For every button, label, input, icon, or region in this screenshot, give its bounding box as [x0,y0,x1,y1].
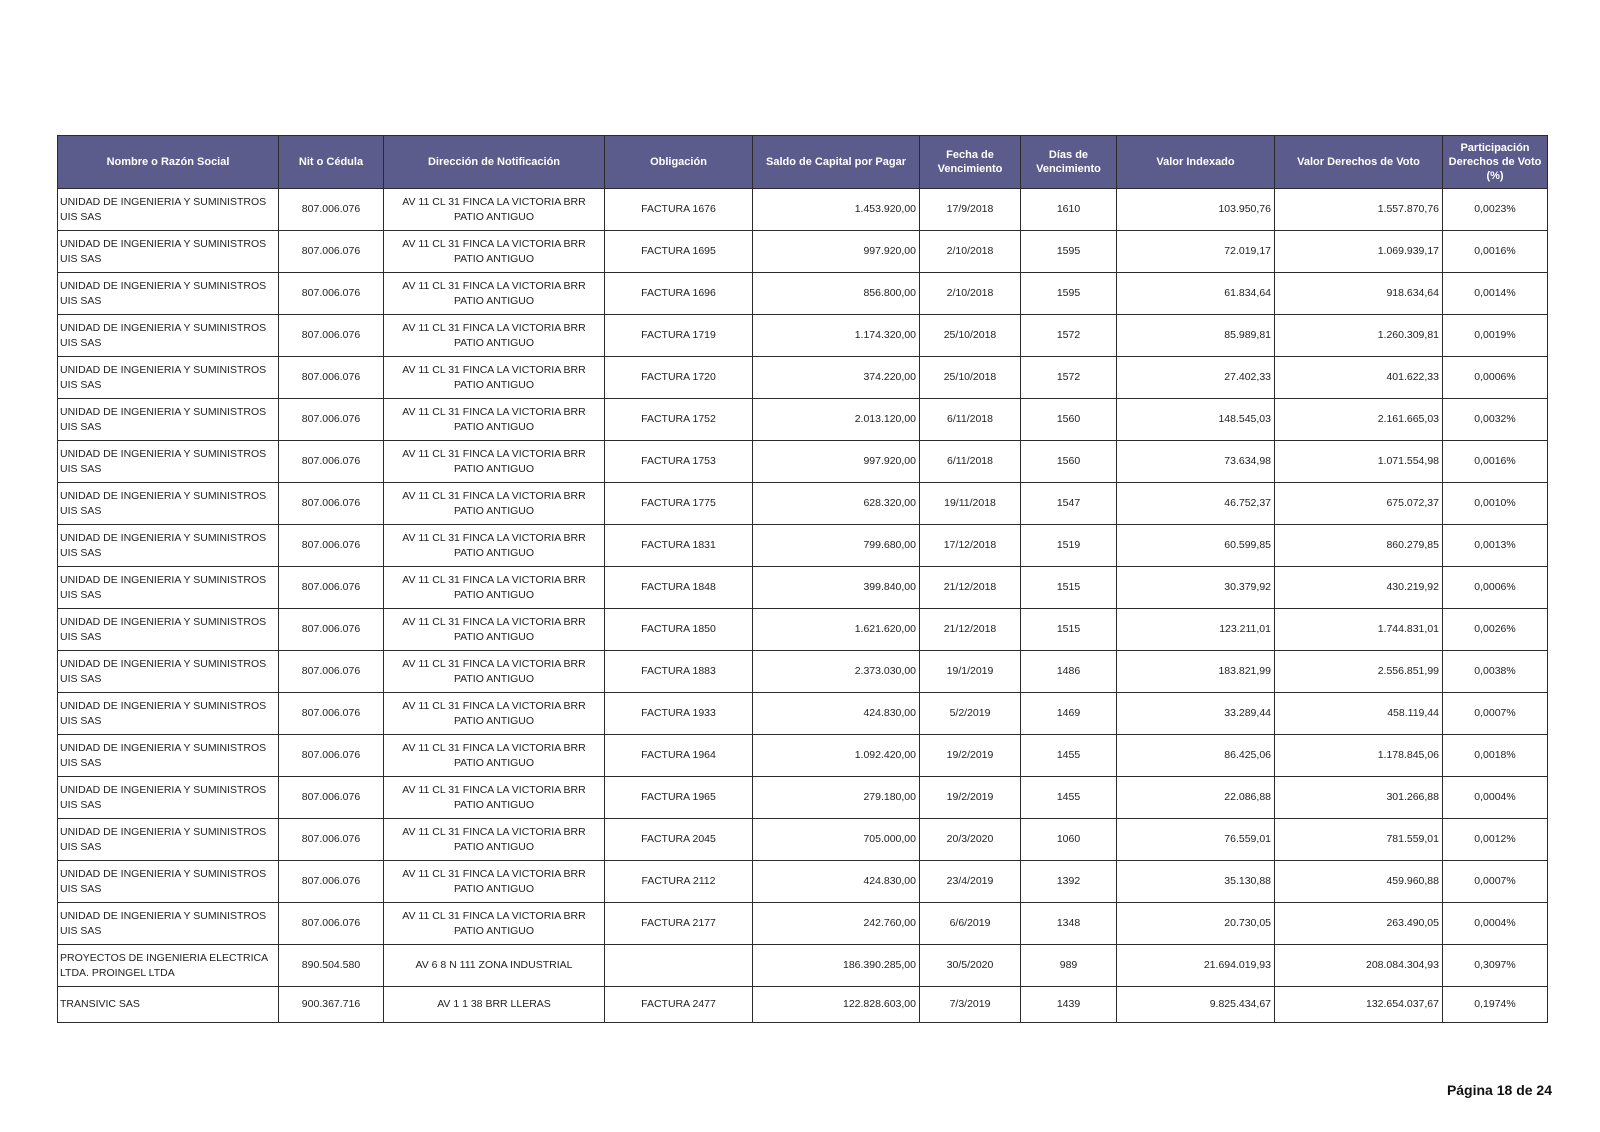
cell-nit: 807.006.076 [279,567,384,609]
cell-nit: 807.006.076 [279,357,384,399]
cell-nombre: UNIDAD DE INGENIERIA Y SUMINISTROS UIS SAS [58,399,279,441]
table-row [58,357,1548,399]
cell-indexado: 61.834,64 [1117,273,1275,315]
header-dias: Días de Vencimiento [1021,136,1117,189]
cell-saldo: 1.174.320,00 [753,315,920,357]
header-voto: Valor Derechos de Voto [1275,136,1443,189]
cell-fecha: 2/10/2018 [920,231,1021,273]
cell-nit: 807.006.076 [279,861,384,903]
table-row [58,903,1548,945]
cell-saldo: 1.453.920,00 [753,189,920,231]
table-row [58,189,1548,231]
table-row [58,693,1548,735]
creditors-table [57,135,1548,1023]
cell-saldo: 2.373.030,00 [753,651,920,693]
cell-nit: 807.006.076 [279,525,384,567]
cell-direccion: AV 11 CL 31 FINCA LA VICTORIA BRR PATIO ANTIGUO [384,399,605,441]
cell-saldo: 705.000,00 [753,819,920,861]
header-nit: Nit o Cédula [279,136,384,189]
cell-saldo: 242.760,00 [753,903,920,945]
cell-nit: 807.006.076 [279,231,384,273]
page-number: Página 18 de 24 [1446,1082,1552,1098]
cell-voto: 458.119,44 [1275,693,1443,735]
cell-obligacion [605,945,753,987]
cell-participacion: 0,0018% [1443,735,1548,777]
cell-participacion: 0,0006% [1443,357,1548,399]
cell-participacion: 0,0004% [1443,777,1548,819]
cell-direccion: AV 11 CL 31 FINCA LA VICTORIA BRR PATIO ANTIGUO [384,441,605,483]
table-row [58,231,1548,273]
cell-voto: 1.744.831,01 [1275,609,1443,651]
cell-participacion: 0,0014% [1443,273,1548,315]
table-row [58,861,1548,903]
cell-saldo: 374.220,00 [753,357,920,399]
cell-participacion: 0,0007% [1443,693,1548,735]
cell-participacion: 0,0013% [1443,525,1548,567]
cell-voto: 263.490,05 [1275,903,1443,945]
cell-saldo: 1.621.620,00 [753,609,920,651]
cell-nit: 807.006.076 [279,609,384,651]
cell-obligacion: FACTURA 1676 [605,189,753,231]
cell-dias: 1572 [1021,315,1117,357]
cell-voto: 781.559,01 [1275,819,1443,861]
cell-obligacion: FACTURA 1933 [605,693,753,735]
cell-dias: 1515 [1021,567,1117,609]
cell-nombre: UNIDAD DE INGENIERIA Y SUMINISTROS UIS SAS [58,441,279,483]
cell-obligacion: FACTURA 1696 [605,273,753,315]
table-body [58,189,1548,1023]
cell-fecha: 6/6/2019 [920,903,1021,945]
cell-direccion: AV 11 CL 31 FINCA LA VICTORIA BRR PATIO ANTIGUO [384,651,605,693]
cell-saldo: 424.830,00 [753,693,920,735]
cell-voto: 2.161.665,03 [1275,399,1443,441]
cell-nombre: UNIDAD DE INGENIERIA Y SUMINISTROS UIS SAS [58,357,279,399]
cell-nit: 807.006.076 [279,693,384,735]
cell-saldo: 424.830,00 [753,861,920,903]
cell-obligacion: FACTURA 1695 [605,231,753,273]
cell-fecha: 19/1/2019 [920,651,1021,693]
cell-dias: 1469 [1021,693,1117,735]
cell-indexado: 21.694.019,93 [1117,945,1275,987]
cell-saldo: 997.920,00 [753,231,920,273]
cell-obligacion: FACTURA 2112 [605,861,753,903]
header-fecha: Fecha de Vencimiento [920,136,1021,189]
cell-participacion: 0,0023% [1443,189,1548,231]
cell-fecha: 17/9/2018 [920,189,1021,231]
cell-direccion: AV 11 CL 31 FINCA LA VICTORIA BRR PATIO ANTIGUO [384,567,605,609]
cell-indexado: 46.752,37 [1117,483,1275,525]
cell-nit: 807.006.076 [279,735,384,777]
cell-fecha: 21/12/2018 [920,567,1021,609]
cell-fecha: 19/11/2018 [920,483,1021,525]
cell-dias: 1455 [1021,777,1117,819]
cell-obligacion: FACTURA 1775 [605,483,753,525]
header-nombre: Nombre o Razón Social [58,136,279,189]
header-direccion: Dirección de Notificación [384,136,605,189]
cell-voto: 860.279,85 [1275,525,1443,567]
cell-indexado: 103.950,76 [1117,189,1275,231]
cell-fecha: 19/2/2019 [920,777,1021,819]
cell-indexado: 35.130,88 [1117,861,1275,903]
cell-saldo: 186.390.285,00 [753,945,920,987]
cell-indexado: 60.599,85 [1117,525,1275,567]
header-saldo: Saldo de Capital por Pagar [753,136,920,189]
cell-obligacion: FACTURA 1965 [605,777,753,819]
cell-saldo: 2.013.120,00 [753,399,920,441]
cell-nit: 807.006.076 [279,441,384,483]
cell-saldo: 628.320,00 [753,483,920,525]
cell-obligacion: FACTURA 1883 [605,651,753,693]
cell-dias: 1610 [1021,189,1117,231]
header-indexado: Valor Indexado [1117,136,1275,189]
cell-participacion: 0,0010% [1443,483,1548,525]
table-row [58,567,1548,609]
cell-direccion: AV 11 CL 31 FINCA LA VICTORIA BRR PATIO ANTIGUO [384,483,605,525]
cell-indexado: 9.825.434,67 [1117,987,1275,1023]
cell-fecha: 21/12/2018 [920,609,1021,651]
cell-direccion: AV 11 CL 31 FINCA LA VICTORIA BRR PATIO ANTIGUO [384,315,605,357]
table-row [58,525,1548,567]
cell-fecha: 30/5/2020 [920,945,1021,987]
cell-participacion: 0,0016% [1443,441,1548,483]
cell-voto: 459.960,88 [1275,861,1443,903]
cell-participacion: 0,0006% [1443,567,1548,609]
cell-voto: 1.071.554,98 [1275,441,1443,483]
cell-saldo: 799.680,00 [753,525,920,567]
cell-fecha: 25/10/2018 [920,357,1021,399]
cell-nombre: UNIDAD DE INGENIERIA Y SUMINISTROS UIS SAS [58,567,279,609]
cell-indexado: 20.730,05 [1117,903,1275,945]
cell-voto: 301.266,88 [1275,777,1443,819]
cell-nit: 890.504.580 [279,945,384,987]
cell-nit: 807.006.076 [279,819,384,861]
cell-fecha: 6/11/2018 [920,441,1021,483]
cell-participacion: 0,1974% [1443,987,1548,1023]
cell-nombre: UNIDAD DE INGENIERIA Y SUMINISTROS UIS SAS [58,693,279,735]
cell-dias: 1560 [1021,441,1117,483]
cell-saldo: 122.828.603,00 [753,987,920,1023]
cell-indexado: 76.559,01 [1117,819,1275,861]
cell-saldo: 279.180,00 [753,777,920,819]
cell-obligacion: FACTURA 1964 [605,735,753,777]
cell-nit: 807.006.076 [279,189,384,231]
table-row [58,987,1548,1023]
cell-dias: 1348 [1021,903,1117,945]
cell-participacion: 0,0012% [1443,819,1548,861]
header-participacion: Participación Derechos de Voto (%) [1443,136,1548,189]
cell-indexado: 73.634,98 [1117,441,1275,483]
cell-nombre: UNIDAD DE INGENIERIA Y SUMINISTROS UIS SAS [58,735,279,777]
cell-fecha: 7/3/2019 [920,987,1021,1023]
cell-participacion: 0,0038% [1443,651,1548,693]
cell-fecha: 23/4/2019 [920,861,1021,903]
cell-direccion: AV 1 1 38 BRR LLERAS [384,987,605,1023]
cell-obligacion: FACTURA 1850 [605,609,753,651]
cell-participacion: 0,0007% [1443,861,1548,903]
cell-nit: 807.006.076 [279,315,384,357]
cell-nit: 807.006.076 [279,651,384,693]
cell-voto: 918.634,64 [1275,273,1443,315]
cell-nombre: UNIDAD DE INGENIERIA Y SUMINISTROS UIS SAS [58,189,279,231]
cell-dias: 989 [1021,945,1117,987]
cell-obligacion: FACTURA 1719 [605,315,753,357]
table-row [58,315,1548,357]
cell-nombre: UNIDAD DE INGENIERIA Y SUMINISTROS UIS SAS [58,651,279,693]
cell-dias: 1547 [1021,483,1117,525]
cell-indexado: 30.379,92 [1117,567,1275,609]
creditors-table-container [57,135,1547,1023]
cell-nombre: TRANSIVIC SAS [58,987,279,1023]
cell-obligacion: FACTURA 1752 [605,399,753,441]
cell-nombre: UNIDAD DE INGENIERIA Y SUMINISTROS UIS SAS [58,483,279,525]
cell-dias: 1560 [1021,399,1117,441]
cell-obligacion: FACTURA 1753 [605,441,753,483]
cell-nombre: PROYECTOS DE INGENIERIA ELECTRICA LTDA. PROINGEL LTDA [58,945,279,987]
table-row [58,399,1548,441]
header-obligacion: Obligación [605,136,753,189]
cell-participacion: 0,0004% [1443,903,1548,945]
cell-voto: 1.178.845,06 [1275,735,1443,777]
cell-nombre: UNIDAD DE INGENIERIA Y SUMINISTROS UIS SAS [58,903,279,945]
cell-direccion: AV 11 CL 31 FINCA LA VICTORIA BRR PATIO ANTIGUO [384,609,605,651]
cell-direccion: AV 11 CL 31 FINCA LA VICTORIA BRR PATIO ANTIGUO [384,861,605,903]
cell-nombre: UNIDAD DE INGENIERIA Y SUMINISTROS UIS SAS [58,861,279,903]
cell-nombre: UNIDAD DE INGENIERIA Y SUMINISTROS UIS SAS [58,525,279,567]
cell-saldo: 399.840,00 [753,567,920,609]
cell-nombre: UNIDAD DE INGENIERIA Y SUMINISTROS UIS SAS [58,819,279,861]
cell-voto: 2.556.851,99 [1275,651,1443,693]
cell-dias: 1595 [1021,231,1117,273]
table-row [58,273,1548,315]
cell-dias: 1572 [1021,357,1117,399]
cell-participacion: 0,0026% [1443,609,1548,651]
cell-indexado: 27.402,33 [1117,357,1275,399]
cell-nit: 900.367.716 [279,987,384,1023]
cell-direccion: AV 11 CL 31 FINCA LA VICTORIA BRR PATIO ANTIGUO [384,693,605,735]
cell-dias: 1439 [1021,987,1117,1023]
cell-indexado: 86.425,06 [1117,735,1275,777]
cell-participacion: 0,0032% [1443,399,1548,441]
cell-voto: 132.654.037,67 [1275,987,1443,1023]
cell-dias: 1392 [1021,861,1117,903]
cell-voto: 675.072,37 [1275,483,1443,525]
cell-participacion: 0,0016% [1443,231,1548,273]
cell-participacion: 0,3097% [1443,945,1548,987]
cell-fecha: 2/10/2018 [920,273,1021,315]
cell-voto: 1.069.939,17 [1275,231,1443,273]
cell-indexado: 72.019,17 [1117,231,1275,273]
cell-fecha: 19/2/2019 [920,735,1021,777]
cell-direccion: AV 11 CL 31 FINCA LA VICTORIA BRR PATIO ANTIGUO [384,819,605,861]
cell-direccion: AV 11 CL 31 FINCA LA VICTORIA BRR PATIO ANTIGUO [384,735,605,777]
table-row [58,441,1548,483]
cell-saldo: 997.920,00 [753,441,920,483]
cell-nit: 807.006.076 [279,273,384,315]
cell-nombre: UNIDAD DE INGENIERIA Y SUMINISTROS UIS SAS [58,315,279,357]
cell-fecha: 25/10/2018 [920,315,1021,357]
cell-dias: 1519 [1021,525,1117,567]
cell-obligacion: FACTURA 2045 [605,819,753,861]
cell-dias: 1455 [1021,735,1117,777]
cell-direccion: AV 11 CL 31 FINCA LA VICTORIA BRR PATIO ANTIGUO [384,525,605,567]
cell-obligacion: FACTURA 1848 [605,567,753,609]
cell-indexado: 148.545,03 [1117,399,1275,441]
cell-fecha: 5/2/2019 [920,693,1021,735]
cell-nit: 807.006.076 [279,903,384,945]
cell-indexado: 123.211,01 [1117,609,1275,651]
cell-nombre: UNIDAD DE INGENIERIA Y SUMINISTROS UIS SAS [58,273,279,315]
cell-obligacion: FACTURA 2477 [605,987,753,1023]
cell-direccion: AV 11 CL 31 FINCA LA VICTORIA BRR PATIO ANTIGUO [384,189,605,231]
table-row [58,609,1548,651]
cell-direccion: AV 11 CL 31 FINCA LA VICTORIA BRR PATIO ANTIGUO [384,357,605,399]
cell-fecha: 20/3/2020 [920,819,1021,861]
cell-nombre: UNIDAD DE INGENIERIA Y SUMINISTROS UIS SAS [58,609,279,651]
cell-fecha: 17/12/2018 [920,525,1021,567]
cell-indexado: 22.086,88 [1117,777,1275,819]
cell-obligacion: FACTURA 1720 [605,357,753,399]
cell-saldo: 856.800,00 [753,273,920,315]
cell-nombre: UNIDAD DE INGENIERIA Y SUMINISTROS UIS SAS [58,777,279,819]
cell-saldo: 1.092.420,00 [753,735,920,777]
cell-nit: 807.006.076 [279,777,384,819]
cell-dias: 1060 [1021,819,1117,861]
cell-direccion: AV 11 CL 31 FINCA LA VICTORIA BRR PATIO ANTIGUO [384,903,605,945]
cell-direccion: AV 6 8 N 111 ZONA INDUSTRIAL [384,945,605,987]
cell-voto: 208.084.304,93 [1275,945,1443,987]
table-row [58,819,1548,861]
cell-nit: 807.006.076 [279,399,384,441]
cell-obligacion: FACTURA 1831 [605,525,753,567]
cell-dias: 1515 [1021,609,1117,651]
cell-dias: 1486 [1021,651,1117,693]
cell-direccion: AV 11 CL 31 FINCA LA VICTORIA BRR PATIO ANTIGUO [384,777,605,819]
table-row [58,735,1548,777]
table-row [58,777,1548,819]
table-row [58,483,1548,525]
cell-indexado: 85.989,81 [1117,315,1275,357]
cell-nit: 807.006.076 [279,483,384,525]
cell-voto: 401.622,33 [1275,357,1443,399]
cell-voto: 430.219,92 [1275,567,1443,609]
table-row [58,945,1548,987]
cell-fecha: 6/11/2018 [920,399,1021,441]
cell-voto: 1.557.870,76 [1275,189,1443,231]
cell-participacion: 0,0019% [1443,315,1548,357]
cell-direccion: AV 11 CL 31 FINCA LA VICTORIA BRR PATIO ANTIGUO [384,273,605,315]
cell-nombre: UNIDAD DE INGENIERIA Y SUMINISTROS UIS SAS [58,231,279,273]
cell-direccion: AV 11 CL 31 FINCA LA VICTORIA BRR PATIO ANTIGUO [384,231,605,273]
table-header-row [58,136,1548,189]
table-row [58,651,1548,693]
cell-obligacion: FACTURA 2177 [605,903,753,945]
cell-indexado: 33.289,44 [1117,693,1275,735]
cell-dias: 1595 [1021,273,1117,315]
cell-indexado: 183.821,99 [1117,651,1275,693]
cell-voto: 1.260.309,81 [1275,315,1443,357]
